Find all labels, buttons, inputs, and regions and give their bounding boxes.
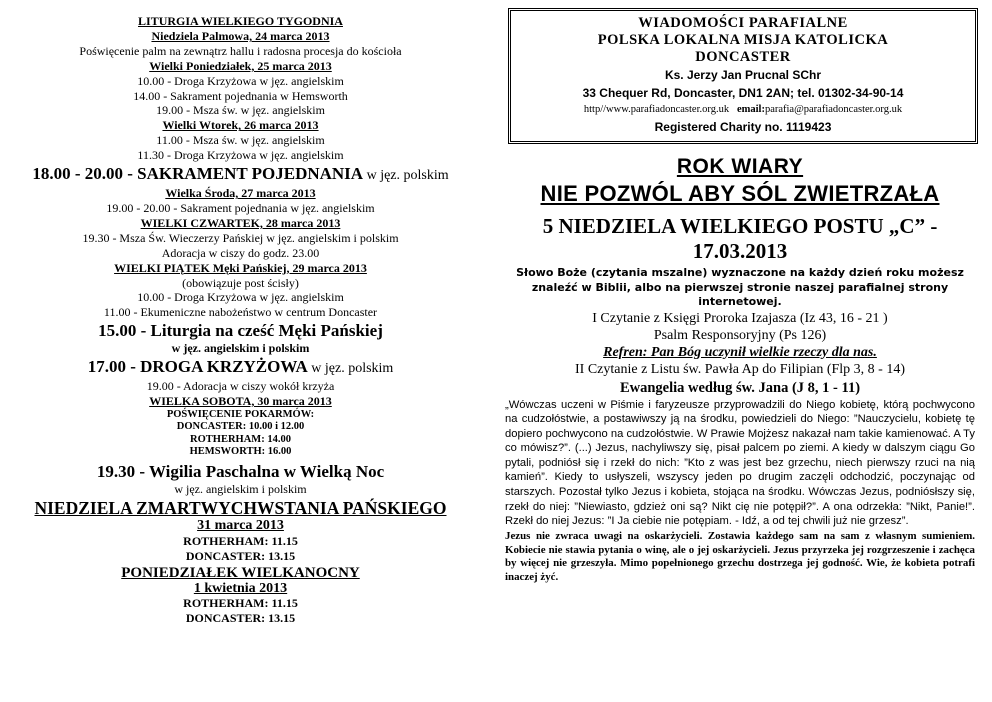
palm-sunday-heading: Niedziela Palmowa, 24 marca 2013 <box>151 28 330 43</box>
easter-sunday-rotherham: ROTHERHAM: 11.15 <box>183 533 298 548</box>
parish-address: 33 Chequer Rd, Doncaster, DN1 2AN; tel. 01302-34-90-14 <box>582 86 904 100</box>
food-blessing-doncaster: DONCASTER: 10.00 i 12.00 <box>176 421 305 433</box>
stations-time: 17.00 - DROGA KRZYŻOWA <box>87 357 308 377</box>
contact-line <box>517 102 969 118</box>
mission-city: DONCASTER <box>695 49 791 65</box>
food-blessing-rotherham: ROTHERHAM: 14.00 <box>190 433 291 445</box>
priest-name: Ks. Jerzy Jan Prucnal SChr <box>664 68 822 82</box>
holy-tuesday-heading: Wielki Wtorek, 26 marca 2013 <box>162 118 319 133</box>
holy-saturday-heading: WIELKA SOBOTA, 30 marca 2013 <box>149 394 332 409</box>
email-label: email: <box>736 104 765 115</box>
schedule-line: 19.00 - Adoracja w ciszy wokół krzyża <box>146 379 335 394</box>
food-blessing-hemsworth: HEMSWORTH: 16.00 <box>189 446 292 458</box>
stations-highlight <box>18 356 463 379</box>
year-of-faith-title: ROK WIARY <box>676 155 804 178</box>
first-reading: I Czytanie z Księgi Proroka Izajasza (Iz 43, 16 - 21 ) <box>592 310 888 326</box>
psalm-refrain: Refren: Pan Bóg uczynił wielkie rzeczy dla nas. <box>603 344 877 360</box>
website-link[interactable]: http//www.parafiadoncaster.org.uk <box>583 104 730 115</box>
palm-sunday-note: Poświęcenie palm na zewnątrz hallu i radosna procesja do kościoła <box>79 43 402 58</box>
schedule-line: 11.00 - Msza św. w jęz. angielskim <box>156 133 325 148</box>
passion-liturgy-language: w jęz. angielskim i polskim <box>171 341 310 356</box>
charity-number: Registered Charity no. 1119423 <box>654 120 832 134</box>
easter-monday-rotherham: ROTHERHAM: 11.15 <box>183 596 298 611</box>
holy-thursday-heading: WIELKI CZWARTEK, 28 marca 2013 <box>140 215 341 230</box>
easter-sunday-doncaster: DONCASTER: 13.15 <box>185 548 296 563</box>
easter-vigil-highlight: 19.30 - Wigilia Paschalna w Wielką Noc <box>96 461 385 481</box>
schedule-title: LITURGIA WIELKIEGO TYGODNIA <box>138 14 343 28</box>
holy-monday-heading: Wielki Poniedziałek, 25 marca 2013 <box>149 58 332 73</box>
easter-vigil-language: w jęz. angielskim i polskim <box>174 481 307 496</box>
schedule-line: 19.00 - 20.00 - Sakrament pojednania w jęz. angielskim <box>106 200 375 215</box>
schedule-line: (obowiązuje post ścisły) <box>182 275 299 290</box>
easter-monday-heading: PONIEDZIAŁEK WIELKANOCNY <box>121 564 360 581</box>
schedule-line: 14.00 - Sakrament pojednania w Hemsworth <box>133 88 348 103</box>
sunday-heading: 5 NIEDZIELA WIELKIEGO POSTU „C” - 17.03.2013 <box>542 214 938 263</box>
confession-time: 18.00 - 20.00 - SAKRAMENT POJEDNANIA <box>32 164 364 184</box>
easter-monday-doncaster: DONCASTER: 13.15 <box>185 611 296 626</box>
responsorial-psalm: Psalm Responsoryjny (Ps 126) <box>653 327 827 343</box>
easter-sunday-heading: NIEDZIELA ZMARTWYCHWSTANIA PAŃSKIEGO <box>34 497 447 518</box>
schedule-line: 11.30 - Droga Krzyżowa w jęz. angielskim <box>137 148 344 163</box>
mission-name: POLSKA LOKALNA MISJA KATOLICKA <box>597 32 889 48</box>
schedule-line: Adoracja w ciszy do godz. 23.00 <box>161 245 320 260</box>
schedule-line: 10.00 - Droga Krzyżowa w jęz. angielskim <box>137 290 344 305</box>
stations-language: w jęz. polskim <box>307 361 394 377</box>
good-friday-heading: WIELKI PIĄTEK Męki Pańskiej, 29 marca 2013 <box>114 260 367 275</box>
gospel-text: „Wówczas uczeni w Piśmie i faryzeusze przyprowadzili do Niego kobietę, którą pochwycono na cudzołóstwie, a postawiwszy ją na środku, powiedzieli do Niego: ”Nauczycielu, kobietę tę dopiero pochwycono na cudzołóstwie. W Prawie Mojżesz nakazał nam takie kamienować. A Ty co mówisz?”. (...) Jezus, nachyliwszy się, pisał palcem po ziemi. A kiedy w dalszym ciągu Go pytali, podniósł się i rzekł do nich: ”Kto z was jest bez grzechu, niech pierwszy rzuci na nią kamień”. Kiedy to usłyszeli, wszyscy jeden po drugim zaczęli odchodzić, poczynając od starszych. Pozostał tylko Jezus i kobieta, stojąca na środku. Wówczas Jezus, podniósłszy się, rzekł do niej: ”Niewiasto, gdzież oni są? Nikt cię nie potępił?”. A ona odrzekła: ”Nikt, Panie!”. Rzekł do niej Jezus: ”I Ja ciebie nie potępiam. - Idź, a od tej chwili już nie grzesz”. <box>505 398 975 528</box>
schedule-line: 10.00 - Droga Krzyżowa w jęz. angielskim <box>137 73 344 88</box>
gospel-title: Ewangelia według św. Jana (J 8, 1 - 11) <box>619 379 861 396</box>
bulletin-title: WIADOMOŚCI PARAFIALNE <box>638 15 848 31</box>
schedule-line: 11.00 - Ekumeniczne nabożeństwo w centrum Doncaster <box>103 305 378 320</box>
schedule-line: 19.00 - Msza św. w jęz. angielskim <box>156 103 325 118</box>
holy-wednesday-heading: Wielka Środa, 27 marca 2013 <box>165 186 316 201</box>
easter-sunday-date: 31 marca 2013 <box>197 517 284 533</box>
confession-highlight <box>18 163 463 186</box>
passion-liturgy-highlight: 15.00 - Liturgia na cześć Męki Pańskiej <box>98 321 383 341</box>
bulletin-right-column <box>505 8 975 585</box>
salt-motto: NIE POZWÓL ABY SÓL ZWIETRZAŁA <box>540 181 940 206</box>
email-link[interactable]: parafia@parafiadoncaster.org.uk <box>764 104 903 115</box>
second-reading: II Czytanie z Listu św. Pawła Ap do Filipian (Flp 3, 8 - 14) <box>575 361 905 377</box>
food-blessing-label: POŚWIĘCENIE POKARMÓW: <box>166 408 315 420</box>
easter-monday-date: 1 kwietnia 2013 <box>193 580 288 596</box>
gospel-commentary: Jezus nie zwraca uwagi na oskarżycieli. Zostawia każdego sam na sam z własnym sumieniem. Kobiecie nie stawia pytania o winę, ale o jej oskarżycieli. Jezus przyrzeka jej rozgrzeszenie i zachęca by więcej nie grzeszyła. Mimo popełnionego grzechu dostrzega jej godność. Wie, że kobieta potrafi inaczej żyć. <box>505 529 975 584</box>
confession-language: w jęz. polskim <box>363 168 449 184</box>
schedule-line: 19.30 - Msza Św. Wieczerzy Pańskiej w jęz. angielskim i polskim <box>82 230 399 245</box>
holy-week-schedule <box>18 14 463 626</box>
word-of-god-note: Słowo Boże (czytania mszalne) wyznaczone na każdy dzień roku możesz znaleźć w Biblii, albo na pierwszej stronie naszej parafialnej strony internetowej. <box>516 266 964 308</box>
parish-header-box <box>508 8 978 144</box>
